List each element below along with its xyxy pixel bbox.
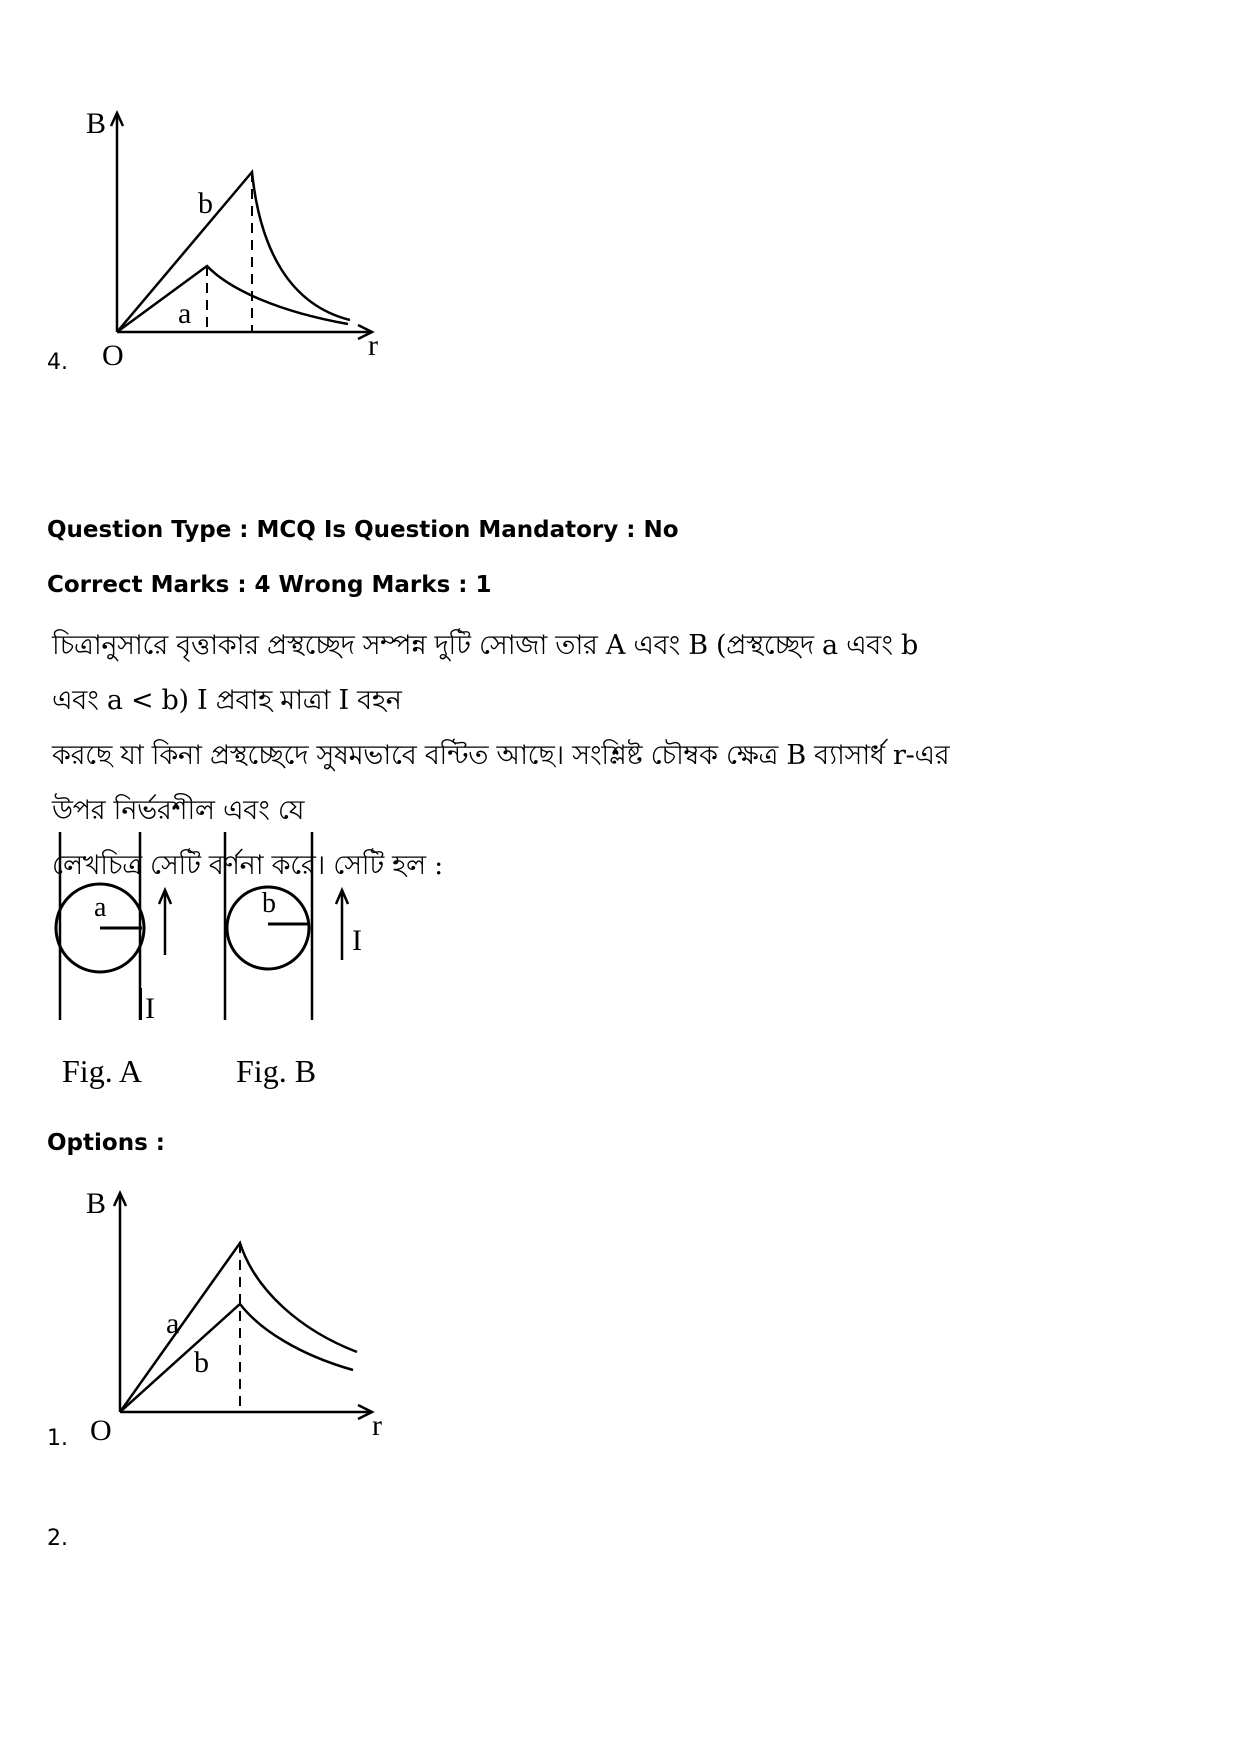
origin-label: O — [90, 1414, 112, 1447]
origin-label: O — [102, 339, 124, 370]
option-4-graph — [80, 100, 400, 370]
question-text-line: করছে যা কিনা প্রস্থচ্ছেদে সুষমভাবে বন্টিত আছে। সংশ্লিষ্ট চৌম্বক ক্ষেত্র B ব্যাসার্ধ r-এর উপর নির্ভরশীল এবং যে — [52, 740, 950, 826]
y-axis-label: B — [86, 107, 107, 140]
curve-b-label: b — [194, 1346, 209, 1379]
fig-b-radius-label: b — [262, 888, 276, 919]
fig-b — [225, 832, 362, 1089]
x-axis-label: r — [368, 329, 378, 362]
question-figures — [40, 820, 400, 1100]
options-heading: Options : — [47, 1130, 165, 1156]
curve-b — [117, 172, 350, 332]
question-type-line: Question Type : MCQ Is Question Mandatory : No — [47, 517, 679, 543]
fig-b-current-label: I — [352, 924, 362, 957]
option-2-number[interactable]: 2. — [47, 1526, 68, 1551]
x-axis-label: r — [372, 1409, 382, 1442]
question-text-line: চিত্রানুসারে বৃত্তাকার প্রস্থচ্ছেদ সম্পন্ন দুটি সোজা তার A এবং B (প্রস্থচ্ছেদ a এবং b এবং a < b) I প্রবাহ মাত্রা I বহন — [52, 630, 918, 716]
marks-line: Correct Marks : 4 Wrong Marks : 1 — [47, 572, 492, 598]
fig-a-radius-label: a — [94, 892, 107, 923]
curve-a-label: a — [166, 1307, 180, 1340]
option-1-graph[interactable] — [80, 1180, 400, 1450]
question-text-line: লেখচিত্র সেটি বর্ণনা করে। সেটি হল : — [52, 850, 443, 881]
curve-a — [120, 1243, 357, 1412]
option-4-number: 4. — [47, 350, 68, 375]
fig-a-current-label: I — [145, 992, 155, 1025]
curve-a — [117, 266, 348, 332]
curve-a-label: a — [178, 297, 192, 330]
fig-a — [56, 832, 171, 1089]
curve-b — [120, 1304, 353, 1412]
curve-b-label: b — [198, 187, 213, 220]
fig-b-caption: Fig. B — [236, 1053, 317, 1089]
y-axis-label: B — [86, 1187, 107, 1220]
option-1-number[interactable]: 1. — [47, 1426, 68, 1451]
fig-a-caption: Fig. A — [62, 1053, 143, 1089]
